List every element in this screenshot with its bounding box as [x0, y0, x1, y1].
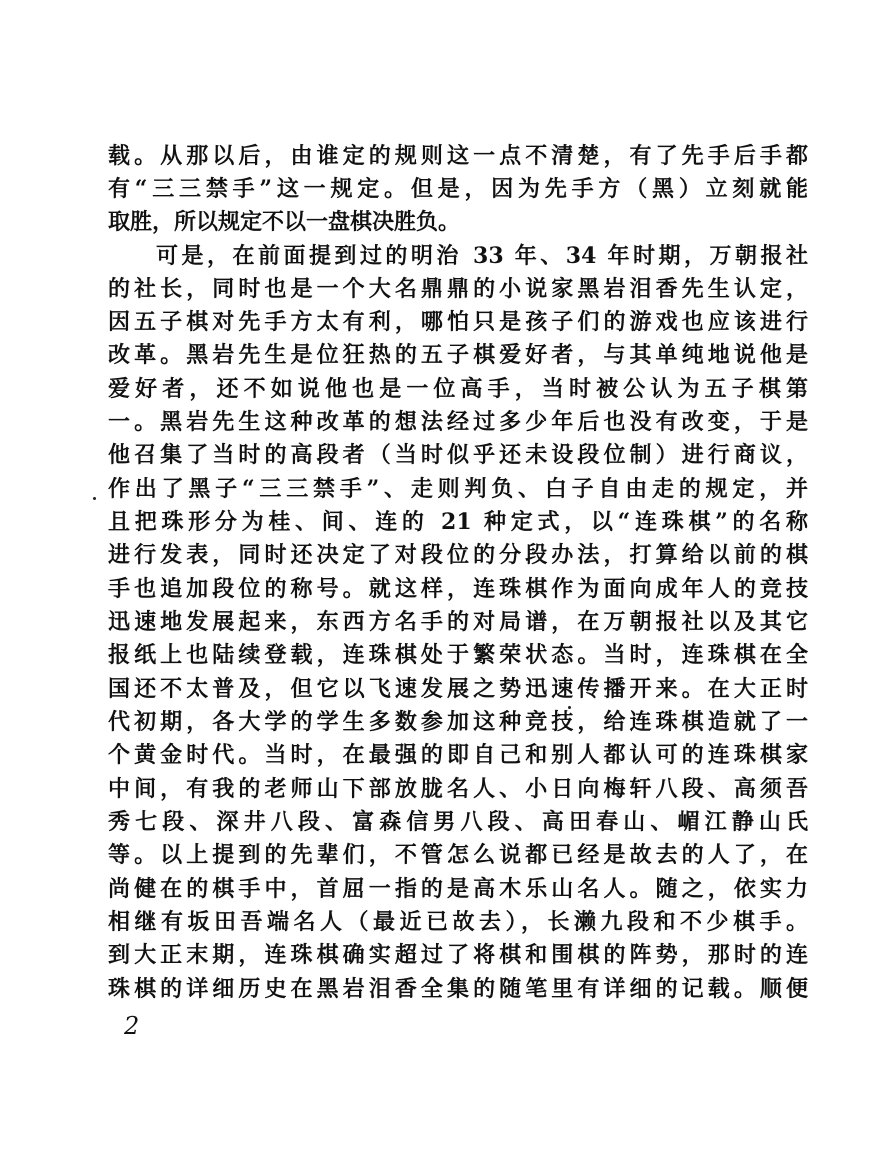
text-line: 改革。黑岩先生是位狂热的五子棋爱好者，与其单纯地说他是 — [108, 342, 808, 368]
text-line: 且把珠形分为桂、间、连的 21 种定式，以“连珠棋”的名称 — [108, 509, 808, 535]
page-number: 2 — [124, 1012, 140, 1040]
text-line: 国还不太普及，但它以飞速发展之势迅速传播开来。在大正时 — [108, 676, 808, 702]
text-line: 载。从那以后，由谁定的规则这一点不清楚，有了先手后手都 — [108, 143, 808, 169]
text-line: 进行发表，同时还决定了对段位的分段办法，打算给以前的棋 — [108, 542, 808, 568]
text-line: 手也追加段位的称号。就这样，连珠棋作为面向成年人的竞技 — [108, 576, 808, 602]
text-line: 秀七段、深井八段、富森信男八段、高田春山、嵋江静山氏 — [108, 809, 808, 835]
text-line: 尚健在的棋手中，首屈一指的是高木乐山名人。随之，依实力 — [108, 876, 808, 902]
text-line: 有“三三禁手”这一规定。但是，因为先手方（黑）立刻就能 — [108, 176, 808, 202]
text-line: 作出了黑子“三三禁手”、走则判负、白子自由走的规定，并 — [108, 476, 808, 502]
text-line: 个黄金时代。当时，在最强的即自己和别人都认可的连珠棋家 — [108, 742, 808, 768]
text-line: 报纸上也陆续登载，连珠棋处于繁荣状态。当时，连珠棋在全 — [108, 642, 808, 668]
text-line: 取胜，所以规定不以一盘棋决胜负。 — [108, 209, 461, 235]
text-line: 可是，在前面提到过的明治 33 年、34 年时期，万朝报社 — [156, 243, 808, 269]
scan-speck — [93, 497, 96, 500]
text-line: 因五子棋对先手方太有利，哪怕只是孩子们的游戏也应该进行 — [108, 309, 808, 335]
text-line: 迅速地发展起来，东西方名手的对局谱，在万朝报社以及其它 — [108, 609, 808, 635]
text-line: 到大正末期，连珠棋确实超过了将棋和围棋的阵势，那时的连 — [108, 942, 808, 968]
text-line: 等。以上提到的先辈们，不管怎么说都已经是故去的人了，在 — [108, 842, 808, 868]
scan-speck — [568, 706, 571, 709]
text-line: 爱好者，还不如说他也是一位高手，当时被公认为五子棋第 — [108, 376, 808, 402]
text-line: 相继有坂田吾端名人（最近已故去），长濑九段和不少棋手。 — [108, 909, 808, 935]
text-line: 珠棋的详细历史在黑岩泪香全集的随笔里有详细的记载。顺便 — [108, 976, 808, 1002]
text-line: 代初期，各大学的学生多数参加这种竞技，给连珠棋造就了一 — [108, 709, 808, 735]
text-line: 他召集了当时的高段者（当时似乎还未设段位制）进行商议， — [108, 442, 808, 468]
text-line: 一。黑岩先生这种改革的想法经过多少年后也没有改变，于是 — [108, 409, 808, 435]
text-line: 中间，有我的老师山下部放胧名人、小日向梅轩八段、高须吾 — [108, 776, 808, 802]
text-line: 的社长，同时也是一个大名鼎鼎的小说家黑岩泪香先生认定， — [108, 276, 808, 302]
